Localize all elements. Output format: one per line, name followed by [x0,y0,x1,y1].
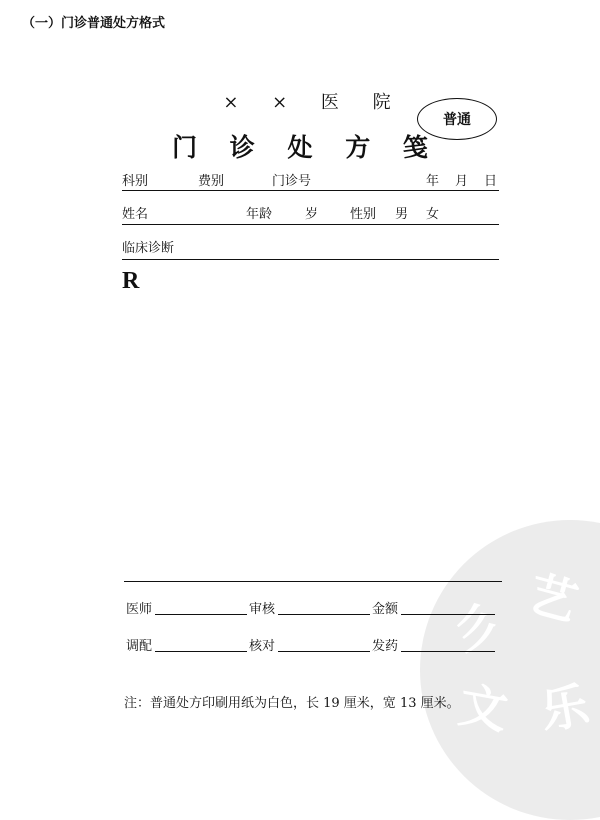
rx-symbol: R [122,268,140,294]
check-label: 核对 [249,639,276,654]
review-label: 审核 [249,602,276,617]
prescription-type-badge: 普通 [417,98,497,140]
doctor-label: 医师 [126,602,153,617]
issue-label: 发药 [372,639,399,654]
review-signature-line [278,614,370,615]
dispense-signature-line [155,651,247,652]
issue-signature-line [401,651,495,652]
page-heading: （一）门诊普通处方格式 [22,16,166,31]
day-label: 日 [484,174,498,189]
diagnosis-label: 临床诊断 [122,241,175,256]
footer-divider [124,581,502,582]
age-unit-label: 岁 [305,207,319,222]
row1-divider [122,190,499,191]
seal-watermark: 彡 艺 文 乐 [420,520,600,820]
month-label: 月 [455,174,469,189]
row2-divider [122,224,499,225]
female-option: 女 [426,207,440,222]
amount-line [401,614,495,615]
doctor-signature-line [155,614,247,615]
hospital-name: × × 医 院 [223,92,405,113]
dept-label: 科别 [122,174,149,189]
form-note: 注：普通处方印刷用纸为白色，长 19 厘米，宽 13 厘米。 [124,696,460,711]
dispense-label: 调配 [126,639,153,654]
form-title: 门 诊 处 方 笺 [172,133,440,162]
age-label: 年龄 [246,207,273,222]
sex-label: 性别 [350,207,377,222]
male-option: 男 [395,207,409,222]
fee-label: 费别 [198,174,225,189]
name-label: 姓名 [122,207,149,222]
amount-label: 金额 [372,602,399,617]
check-signature-line [278,651,370,652]
row3-divider [122,259,499,260]
year-label: 年 [426,174,440,189]
clinic-number-label: 门诊号 [272,174,312,189]
